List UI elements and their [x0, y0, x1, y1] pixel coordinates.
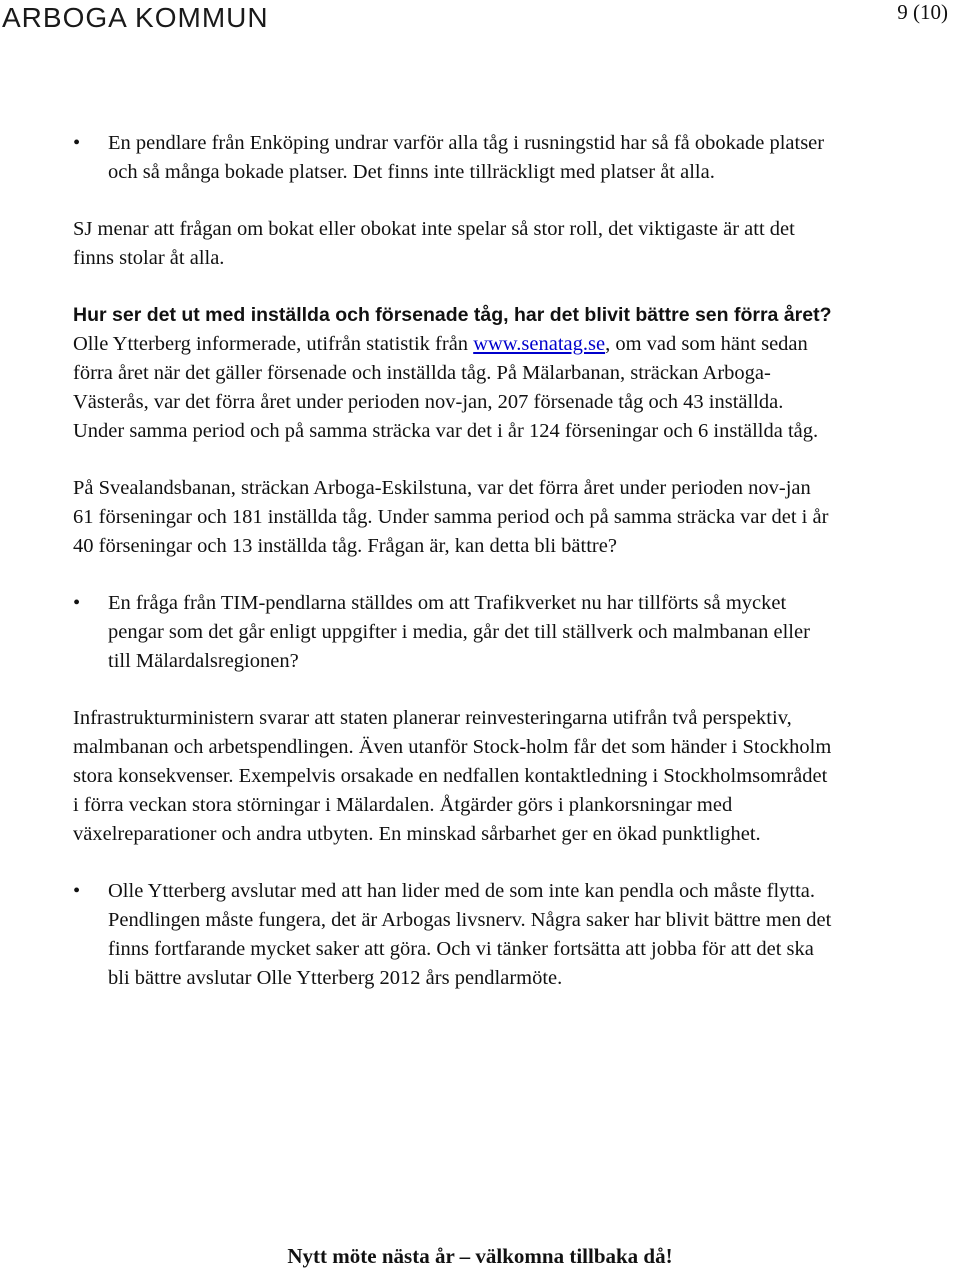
- closing-line: Nytt möte nästa år – välkomna tillbaka då!: [287, 1244, 673, 1268]
- bullet-icon: •: [73, 132, 81, 154]
- bullet-item: [73, 589, 833, 676]
- senatag-link[interactable]: www.senatag.se: [473, 333, 606, 355]
- bullet-text: En pendlare från Enköping undrar varför alla tåg i rusningstid har så få obokade platser och så många bokade platser. Det finns inte tillräckligt med platser åt alla.: [108, 132, 825, 183]
- bullet-icon: •: [73, 880, 81, 902]
- bullet-icon: •: [73, 592, 81, 614]
- bullet-text: Olle Ytterberg avslutar med att han lider med de som inte kan pendla och måste flytta. Pendlingen måste fungera, det är Arbogas livsnerv. Några saker har blivit bättre men det finns fortfarande mycket saker att göra. Och vi tänker fortsätta att jobba för att det ska bli bättre avslutar Olle Ytterberg 2012 års pendlarmöte.: [108, 880, 832, 989]
- paragraph-text: , om vad som hänt sedan förra året när det gäller försenade och inställda tåg. På Mälarbanan, sträckan Arboga-Västerås, var det förra året under perioden nov-jan, 207 försenade tåg och 43 inställda. Under samma period och på samma sträcka var det i år 124 förseningar och 6 inställda tåg.: [73, 333, 819, 442]
- paragraph-text: Olle Ytterberg informerade, utifrån statistik från: [73, 333, 474, 355]
- bullet-text: En fråga från TIM-pendlarna ställdes om att Trafikverket nu har tillförts så mycket pengar som det går enligt uppgifter i media, går det till ställverk och malmbanan eller till Mälardalsregionen?: [108, 592, 810, 672]
- paragraph-statistics: [73, 330, 833, 446]
- bullet-item: [73, 877, 833, 993]
- page-number: 9 (10): [897, 0, 948, 24]
- bullet-item: [73, 129, 833, 187]
- paragraph: SJ menar att frågan om bokat eller obokat inte spelar så stor roll, det viktigaste är att det finns stolar åt alla.: [73, 218, 795, 269]
- paragraph: Infrastrukturministern svarar att staten planerar reinvesteringarna utifrån två perspektiv, malmbanan och arbetspendlingen. Även utanför Stock-holm får det som händer i Stockholm stora konsekvenser. Exempelvis orsakade en nedfallen kontaktledning i Stockholmsområdet i förra veckan stora störningar i Mälardalen. Åtgärder görs i plankorsningar med växelreparationer och andra utbyten. En minskad sårbarhet ger en ökad punktlighet.: [73, 707, 832, 845]
- question-heading: Hur ser det ut med inställda och försenade tåg, har det blivit bättre sen förra året?: [73, 304, 832, 326]
- logo-arboga-kommun: ARBOGA KOMMUN: [2, 2, 269, 33]
- paragraph: På Svealandsbanan, sträckan Arboga-Eskilstuna, var det förra året under perioden nov-jan 61 förseningar och 181 inställda tåg. Under samma period och på samma sträcka var det i år 40 förseningar och 13 inställda tåg. Frågan är, kan detta bli bättre?: [73, 477, 829, 557]
- document-body: [73, 129, 833, 1021]
